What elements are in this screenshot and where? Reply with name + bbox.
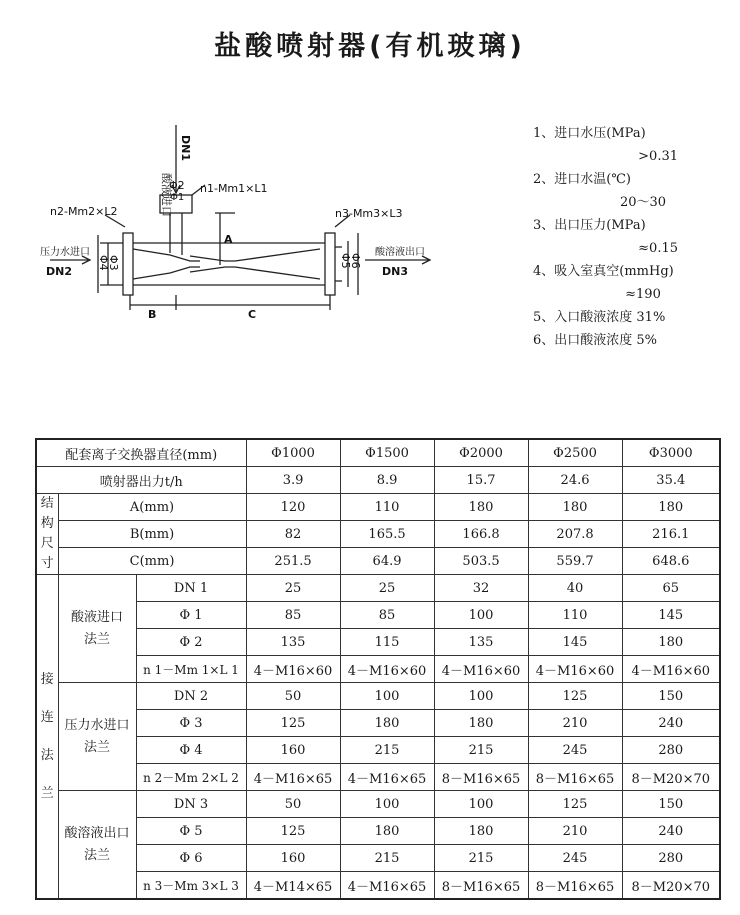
table-row bbox=[36, 439, 720, 467]
row-label: n 1－Mm 1×L 1 bbox=[136, 656, 246, 683]
dn3-label: DN3 bbox=[382, 265, 408, 278]
table-row bbox=[36, 683, 720, 710]
table-cell: 100 bbox=[340, 683, 434, 710]
table-cell: 100 bbox=[434, 683, 528, 710]
table-cell: 166.8 bbox=[434, 521, 528, 548]
row-label: Φ 5 bbox=[136, 818, 246, 845]
column-header: Φ1500 bbox=[340, 439, 434, 467]
table-cell: 180 bbox=[340, 710, 434, 737]
column-header: Φ3000 bbox=[622, 439, 720, 467]
spec-item: 1、进口水压(MPa) bbox=[533, 126, 646, 141]
table-cell: 4－M16×60 bbox=[622, 656, 720, 683]
table-cell: 125 bbox=[528, 791, 622, 818]
table-cell: 125 bbox=[246, 710, 340, 737]
table-cell: 280 bbox=[622, 737, 720, 764]
table-cell: 245 bbox=[528, 845, 622, 872]
table-cell: 215 bbox=[340, 737, 434, 764]
table-cell: 82 bbox=[246, 521, 340, 548]
table-cell: 165.5 bbox=[340, 521, 434, 548]
phi2-label: Φ2 bbox=[169, 179, 185, 192]
table-cell: 115 bbox=[340, 629, 434, 656]
table-cell: 145 bbox=[622, 602, 720, 629]
table-row bbox=[36, 629, 720, 656]
table-cell: 8.9 bbox=[340, 467, 434, 494]
table-cell: 150 bbox=[622, 683, 720, 710]
spec-table bbox=[35, 438, 721, 900]
row-label: n 2－Mm 2×L 2 bbox=[136, 764, 246, 791]
table-cell: 240 bbox=[622, 818, 720, 845]
table-cell: 85 bbox=[340, 602, 434, 629]
table-cell: 160 bbox=[246, 737, 340, 764]
table-cell: 150 bbox=[622, 791, 720, 818]
table-cell: 125 bbox=[246, 818, 340, 845]
phi4-label: Φ4 bbox=[97, 255, 110, 271]
ejector-diagram bbox=[30, 115, 460, 330]
table-cell: 180 bbox=[622, 629, 720, 656]
table-cell: 32 bbox=[434, 575, 528, 602]
table-row bbox=[36, 872, 720, 900]
dim-c-label: C bbox=[248, 308, 257, 321]
spec-item: 5、入口酸液浓度 31% bbox=[533, 310, 666, 325]
dn1-label: DN1 bbox=[179, 135, 192, 161]
n2-label: n2-Mm2×L2 bbox=[50, 205, 118, 218]
table-cell: 25 bbox=[246, 575, 340, 602]
table-cell: 8－M16×65 bbox=[528, 764, 622, 791]
table-cell: 50 bbox=[246, 791, 340, 818]
row-label: C(mm) bbox=[58, 548, 246, 575]
table-cell: 64.9 bbox=[340, 548, 434, 575]
table-cell: 15.7 bbox=[434, 467, 528, 494]
row-label: DN 3 bbox=[136, 791, 246, 818]
table-cell: 245 bbox=[528, 737, 622, 764]
table-row bbox=[36, 521, 720, 548]
table-cell: 251.5 bbox=[246, 548, 340, 575]
column-header: Φ1000 bbox=[246, 439, 340, 467]
table-row bbox=[36, 494, 720, 521]
acid-inlet-label: 酸液进口 bbox=[160, 173, 173, 217]
table-cell: 85 bbox=[246, 602, 340, 629]
spec-value: ≈0.15 bbox=[638, 241, 678, 256]
table-cell: 4－M16×60 bbox=[528, 656, 622, 683]
spec-item: 4、吸入室真空(mmHg) bbox=[533, 264, 674, 279]
column-header: Φ2500 bbox=[528, 439, 622, 467]
header-label-cell: 配套离子交换器直径(mm) bbox=[36, 439, 246, 467]
row-label: Φ 2 bbox=[136, 629, 246, 656]
table-cell: 25 bbox=[340, 575, 434, 602]
spec-value: ≈190 bbox=[625, 287, 661, 302]
column-header: Φ2000 bbox=[434, 439, 528, 467]
table-cell: 145 bbox=[528, 629, 622, 656]
table-cell: 3.9 bbox=[246, 467, 340, 494]
row-label: 喷射器出力t/h bbox=[36, 467, 246, 494]
spec-value: 20～30 bbox=[619, 195, 667, 210]
table-row bbox=[36, 818, 720, 845]
n3-label: n3-Mm3×L3 bbox=[335, 207, 403, 220]
table-cell: 40 bbox=[528, 575, 622, 602]
struct-group-label: 结构尺寸 bbox=[36, 494, 58, 575]
table-cell: 4－M14×65 bbox=[246, 872, 340, 900]
flange-name: 压力水进口法兰 bbox=[58, 683, 136, 791]
table-cell: 559.7 bbox=[528, 548, 622, 575]
table-cell: 135 bbox=[246, 629, 340, 656]
table-cell: 215 bbox=[434, 737, 528, 764]
table-row bbox=[36, 845, 720, 872]
table-cell: 240 bbox=[622, 710, 720, 737]
table-cell: 160 bbox=[246, 845, 340, 872]
table-cell: 24.6 bbox=[528, 467, 622, 494]
table-cell: 648.6 bbox=[622, 548, 720, 575]
table-cell: 4－M16×65 bbox=[340, 872, 434, 900]
row-label: Φ 4 bbox=[136, 737, 246, 764]
table-row bbox=[36, 575, 720, 602]
table-cell: 4－M16×60 bbox=[340, 656, 434, 683]
table-cell: 180 bbox=[528, 494, 622, 521]
table-row bbox=[36, 764, 720, 791]
flange-name: 酸溶液出口法兰 bbox=[58, 791, 136, 900]
table-cell: 8－M16×65 bbox=[528, 872, 622, 900]
table-row bbox=[36, 467, 720, 494]
table-row bbox=[36, 656, 720, 683]
pressure-water-label: 压力水进口 bbox=[40, 247, 90, 258]
flange-name: 酸液进口法兰 bbox=[58, 575, 136, 683]
table-cell: 180 bbox=[434, 494, 528, 521]
spec-item: 2、进口水温(℃) bbox=[533, 172, 631, 187]
row-label: n 3－Mm 3×L 3 bbox=[136, 872, 246, 900]
dim-a-label: A bbox=[224, 233, 233, 246]
table-cell: 135 bbox=[434, 629, 528, 656]
row-label: Φ 3 bbox=[136, 710, 246, 737]
outlet-label: 酸溶液出口 bbox=[375, 247, 425, 258]
table-cell: 215 bbox=[434, 845, 528, 872]
table-row bbox=[36, 710, 720, 737]
phi5-label: Φ5 bbox=[339, 253, 352, 269]
table-row bbox=[36, 548, 720, 575]
table-cell: 210 bbox=[528, 818, 622, 845]
row-label: B(mm) bbox=[58, 521, 246, 548]
table-cell: 120 bbox=[246, 494, 340, 521]
table-row bbox=[36, 791, 720, 818]
row-label: DN 1 bbox=[136, 575, 246, 602]
table-cell: 180 bbox=[340, 818, 434, 845]
table-cell: 8－M16×65 bbox=[434, 764, 528, 791]
table-cell: 215 bbox=[340, 845, 434, 872]
phi3-label: Φ3 bbox=[107, 255, 120, 271]
row-label: Φ 6 bbox=[136, 845, 246, 872]
table-cell: 8－M16×65 bbox=[434, 872, 528, 900]
table-cell: 180 bbox=[434, 818, 528, 845]
spec-item: 6、出口酸液浓度 5% bbox=[533, 333, 658, 348]
table-cell: 207.8 bbox=[528, 521, 622, 548]
table-cell: 216.1 bbox=[622, 521, 720, 548]
table-cell: 110 bbox=[340, 494, 434, 521]
dim-b-label: B bbox=[148, 308, 157, 321]
table-row bbox=[36, 602, 720, 629]
table-cell: 110 bbox=[528, 602, 622, 629]
table-cell: 50 bbox=[246, 683, 340, 710]
table-cell: 503.5 bbox=[434, 548, 528, 575]
table-cell: 65 bbox=[622, 575, 720, 602]
table-cell: 8－M20×70 bbox=[622, 872, 720, 900]
table-cell: 210 bbox=[528, 710, 622, 737]
table-row bbox=[36, 737, 720, 764]
spec-list bbox=[533, 122, 733, 352]
dn2-label: DN2 bbox=[46, 265, 72, 278]
row-label: DN 2 bbox=[136, 683, 246, 710]
row-label: A(mm) bbox=[58, 494, 246, 521]
spec-item: 3、出口压力(MPa) bbox=[533, 218, 646, 233]
table-cell: 180 bbox=[622, 494, 720, 521]
n1-label: n1-Mm1×L1 bbox=[200, 182, 268, 195]
table-cell: 4－M16×60 bbox=[246, 656, 340, 683]
table-cell: 8－M20×70 bbox=[622, 764, 720, 791]
spec-value: >0.31 bbox=[638, 149, 678, 164]
table-cell: 35.4 bbox=[622, 467, 720, 494]
table-cell: 125 bbox=[528, 683, 622, 710]
phi1-label: Φ1 bbox=[170, 192, 185, 203]
table-cell: 100 bbox=[434, 602, 528, 629]
table-cell: 100 bbox=[434, 791, 528, 818]
conn-group-label: 接连法兰 bbox=[36, 575, 58, 900]
table-cell: 4－M16×60 bbox=[434, 656, 528, 683]
table-cell: 180 bbox=[434, 710, 528, 737]
row-label: Φ 1 bbox=[136, 602, 246, 629]
phi6-label: Φ6 bbox=[349, 253, 362, 269]
table-cell: 280 bbox=[622, 845, 720, 872]
table-cell: 4－M16×65 bbox=[340, 764, 434, 791]
table-cell: 100 bbox=[340, 791, 434, 818]
page-title: 盐酸喷射器(有机玻璃) bbox=[214, 31, 526, 62]
table-cell: 4－M16×65 bbox=[246, 764, 340, 791]
